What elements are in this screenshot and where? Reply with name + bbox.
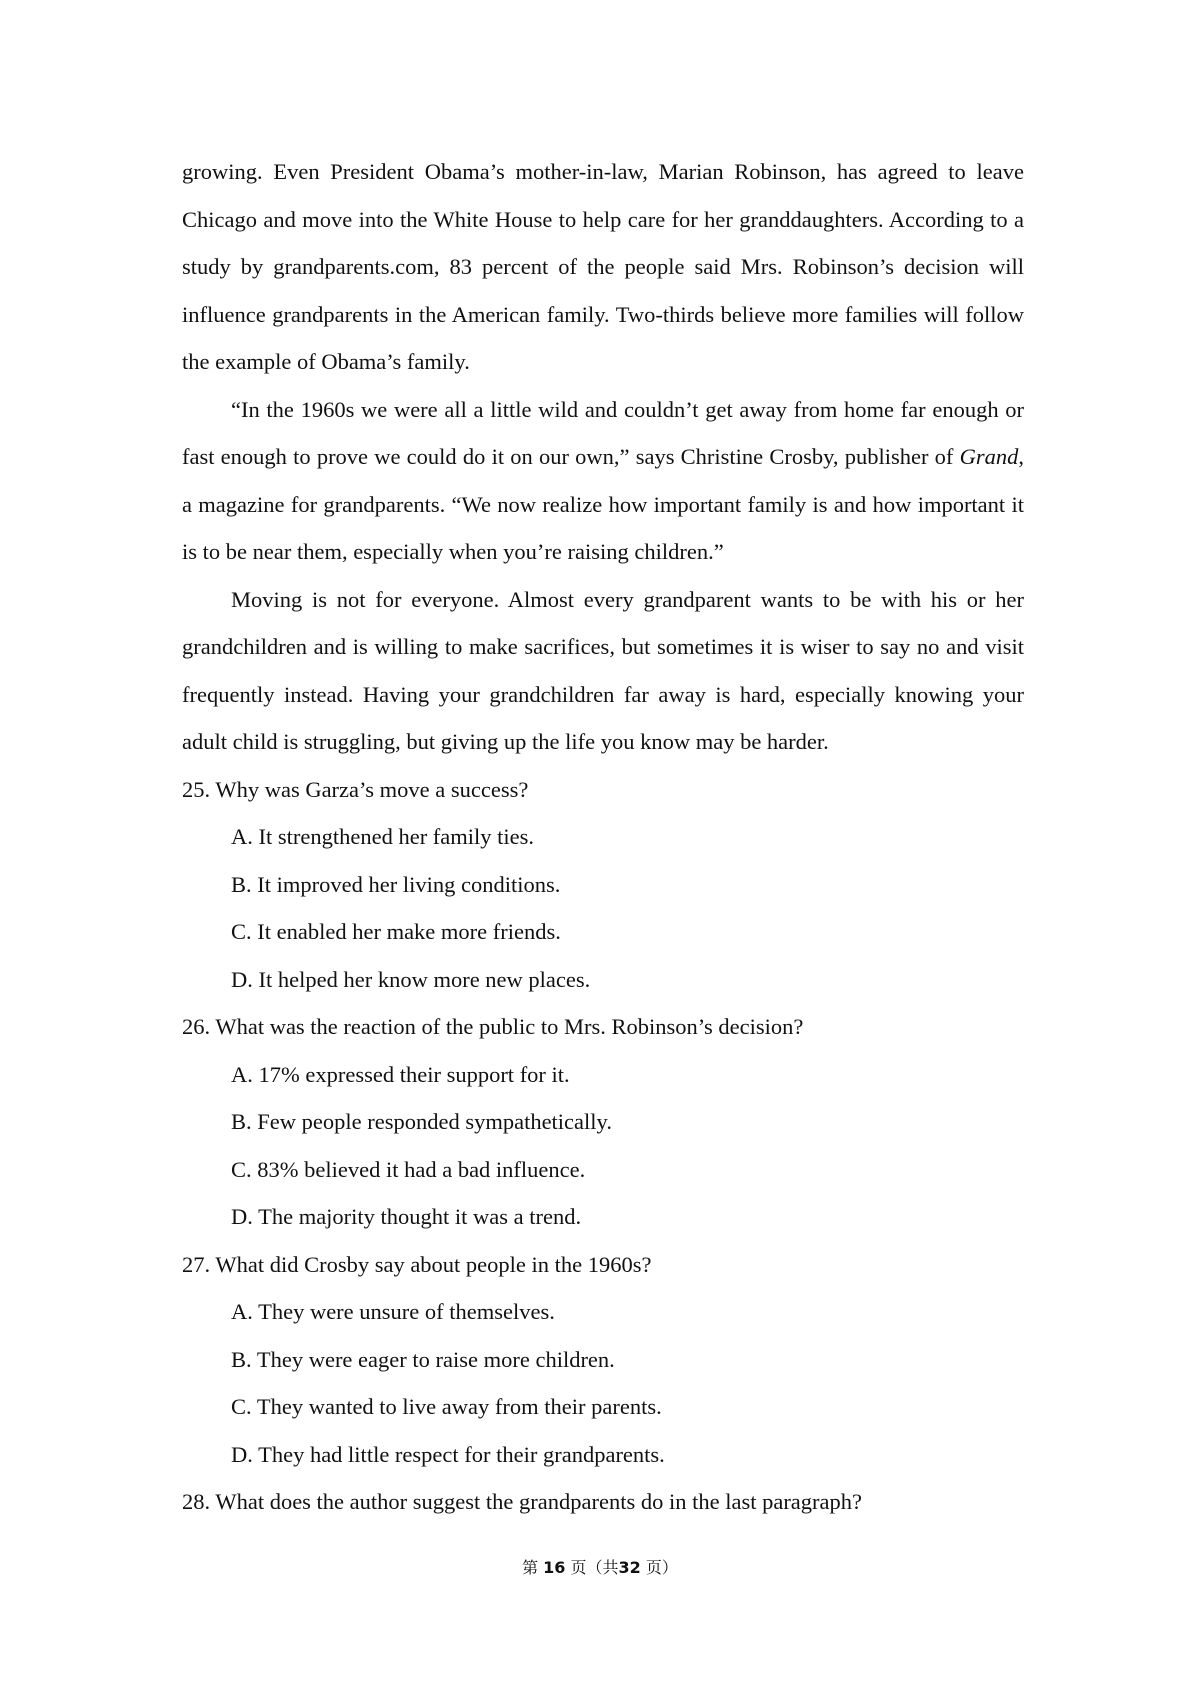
passage-paragraph-2-text-a: “In the 1960s we were all a little wild and couldn’t get away from home far enough or fast enough to prove we could do it on our own,” says Christine Crosby, publisher of: [182, 396, 1024, 469]
passage-paragraph-1-text: growing. Even President Obama’s mother-in-law, Marian Robinson, has agreed to leave Chicago and move into the White House to help care for her granddaughters. According to a study by grandparents.com, 83 percent of the people said Mrs. Robinson’s decision will influence grandparents in the American family. Two-thirds believe more families will follow the example of Obama’s family.: [182, 159, 1024, 374]
footer-page-number: 16: [543, 1558, 566, 1577]
passage-paragraph-3: [182, 576, 1024, 766]
question-27: [182, 1241, 1024, 1479]
question-28: [182, 1478, 1024, 1526]
option-b: B. Few people responded sympathetically.: [231, 1109, 612, 1134]
document-body: [182, 148, 1024, 1526]
option-d: D. It helped her know more new places.: [231, 966, 591, 992]
footer-middle: 页（共: [570, 1558, 619, 1577]
question-stem: 28. What does the author suggest the grandparents do in the last paragraph?: [182, 1489, 863, 1514]
question-stem: 25. Why was Garza’s move a success?: [182, 776, 529, 802]
question-stem: 27. What did Crosby say about people in the 1960s?: [182, 1251, 652, 1277]
option-d: D. They had little respect for their grandparents.: [231, 1441, 665, 1467]
passage-paragraph-2: [182, 386, 1024, 576]
footer-total-pages: 32: [618, 1558, 641, 1577]
option-list: [182, 1051, 1024, 1241]
option-c: C. They wanted to live away from their parents.: [231, 1394, 662, 1419]
question-stem: 26. What was the reaction of the public to Mrs. Robinson’s decision?: [182, 1014, 804, 1039]
option-a: A. 17% expressed their support for it.: [231, 1061, 570, 1087]
passage-paragraph-3-text: Moving is not for everyone. Almost every grandparent wants to be with his or her grandchildren and is willing to make sacrifices, but sometimes it is wiser to say no and visit frequently instead. Having your grandchildren far away is hard, especially knowing your adult child is struggling, but giving up the life you know may be harder.: [182, 586, 1024, 754]
option-a: A. They were unsure of themselves.: [231, 1299, 555, 1324]
option-list: [182, 813, 1024, 1003]
passage-paragraph-1: [182, 148, 1024, 386]
option-c: C. 83% believed it had a bad influence.: [231, 1156, 586, 1182]
footer-prefix: 第: [522, 1558, 539, 1577]
question-25: [182, 766, 1024, 1004]
option-a: A. It strengthened her family ties.: [231, 824, 535, 849]
magazine-title: Grand: [959, 444, 1019, 469]
option-b: B. It improved her living conditions.: [231, 871, 561, 897]
option-d: D. The majority thought it was a trend.: [231, 1204, 582, 1229]
option-b: B. They were eager to raise more children.: [231, 1346, 615, 1372]
passage-paragraph-2-text-b: , a magazine for grandparents. “We now realize how important family is and how important it is to be near them, especially when you’re raising children.”: [182, 444, 1024, 564]
option-list: [182, 1288, 1024, 1478]
footer-suffix: 页）: [645, 1558, 678, 1577]
question-26: [182, 1003, 1024, 1241]
page-footer: [0, 1556, 1200, 1580]
option-c: C. It enabled her make more friends.: [231, 919, 561, 944]
